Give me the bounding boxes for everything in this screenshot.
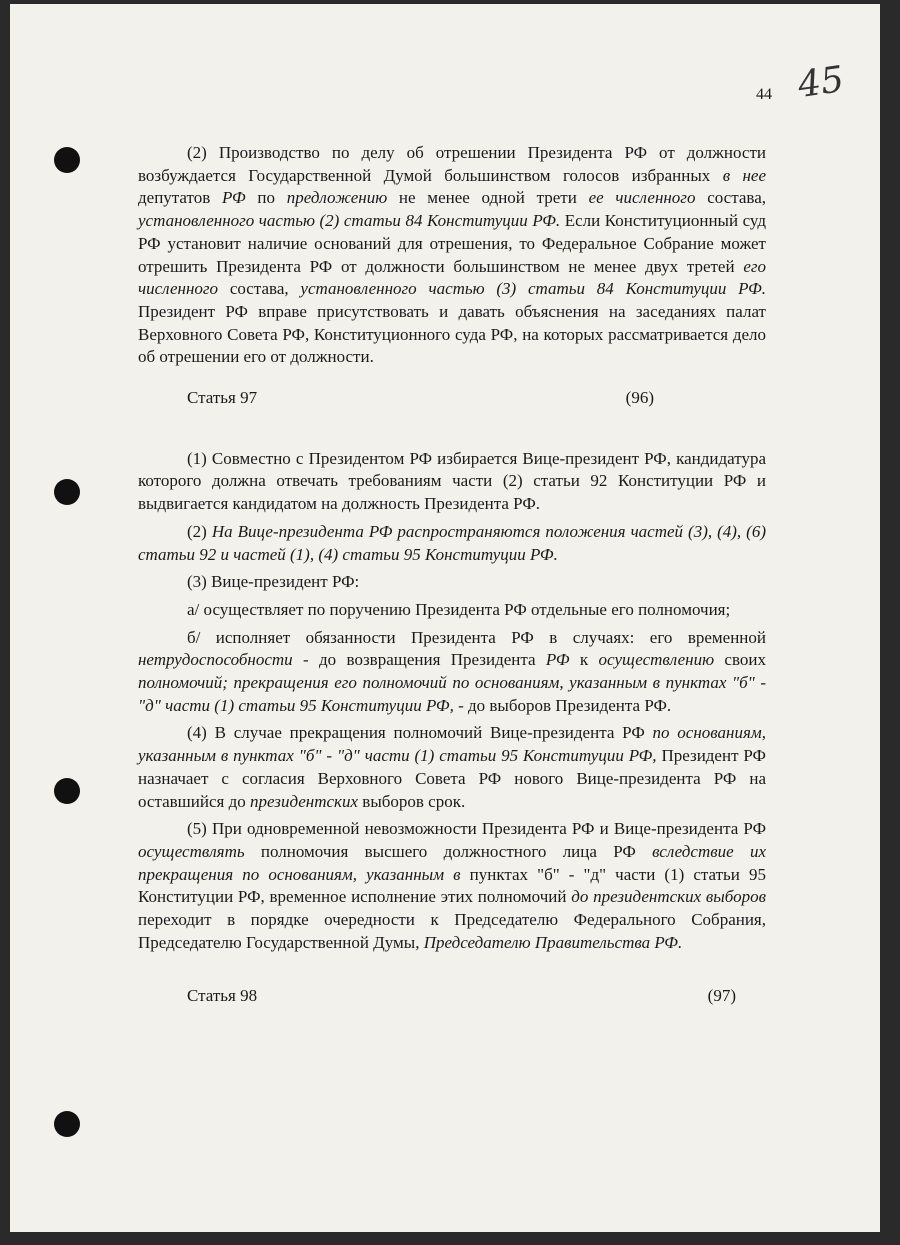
article-number: (97)	[707, 985, 736, 1005]
paragraph-item-a: а/ осуществляет по поручению Президента РФ отдельные его полномочия;	[187, 599, 731, 619]
paragraph-impeachment: (2) Производство по делу об отрешении Президента РФ от должности возбуждается Государственной Думой большинством голосов избранных в нее депутатов РФ по предложению не менее одной трети ее численного состава, установленного частью (2) статьи 84 Конституции РФ. Если Конституционный суд РФ установит наличие оснований для отрешения, то Федеральное Собрание может отрешить Президента РФ от должности большинством не менее двух третей его численного состава, установленного частью (3) статьи 84 Конституции РФ. Президент РФ вправе присутствовать и давать объяснения на заседаниях палат Верховного Совета РФ, Конституционного суда РФ, на которых рассматривается дело об отрешении его от должности.	[138, 143, 767, 367]
handwritten-page-number: 45	[795, 59, 847, 106]
paragraph-item-b: б/ исполняет обязанности Президента РФ в случаях: его временной нетрудоспособности - до возвращения Президента РФ к осуществлению своих полномочий; прекращения его полномочий по основаниям, указанным в пунктах "б" - "д" части (1) статьи 95 Конституции РФ, - до выборов Президента РФ.	[138, 627, 766, 715]
binder-hole	[54, 778, 80, 804]
binder-hole	[54, 479, 80, 505]
article-title: Статья 98	[187, 985, 258, 1005]
article-number: (96)	[625, 388, 654, 408]
paragraph-vice-president-election: (1) Совместно с Президентом РФ избирается Вице-президент РФ, кандидатура которого должна отвечать требованиям части (2) статьи 92 Конституции РФ и выдвигается кандидатом на должность Президента РФ.	[138, 448, 766, 514]
binder-hole	[54, 147, 80, 173]
paragraph-vice-president-provisions: (2) На Вице-президента РФ распространяются положения частей (3), (4), (6) статьи 92 и частей (1), (4) статьи 95 Конституции РФ.	[138, 521, 767, 564]
paragraph-vice-president-intro: (3) Вице-президент РФ:	[187, 572, 360, 592]
document-page	[10, 4, 880, 1232]
article-98-heading	[138, 985, 766, 1008]
page-number: 44	[756, 86, 772, 103]
paragraph-succession: (5) При одновременной невозможности Президента РФ и Вице-президента РФ осуществлять полномочия высшего должностного лица РФ вследствие их прекращения по основаниям, указанным в пунктах "б" - "д" части (1) статьи 95 Конституции РФ, временное исполнение этих полномочий до президентских выборов переходит в порядке очередности к Председателю Федерального Собрания, Председателю Государственной Думы, Председателю Правительства РФ.	[138, 819, 766, 952]
article-title: Статья 97	[187, 388, 258, 408]
paragraph-new-vice-president: (4) В случае прекращения полномочий Вице-президента РФ по основаниям, указанным в пунктах "б" - "д" части (1) статьи 95 Конституции РФ, Президент РФ назначает с согласия Верховного Совета РФ нового Вице-президента РФ на оставшийся до президентских выборов срок.	[138, 723, 766, 811]
document-body	[138, 142, 766, 1007]
article-97-heading	[138, 387, 766, 410]
binder-hole	[54, 1111, 80, 1137]
